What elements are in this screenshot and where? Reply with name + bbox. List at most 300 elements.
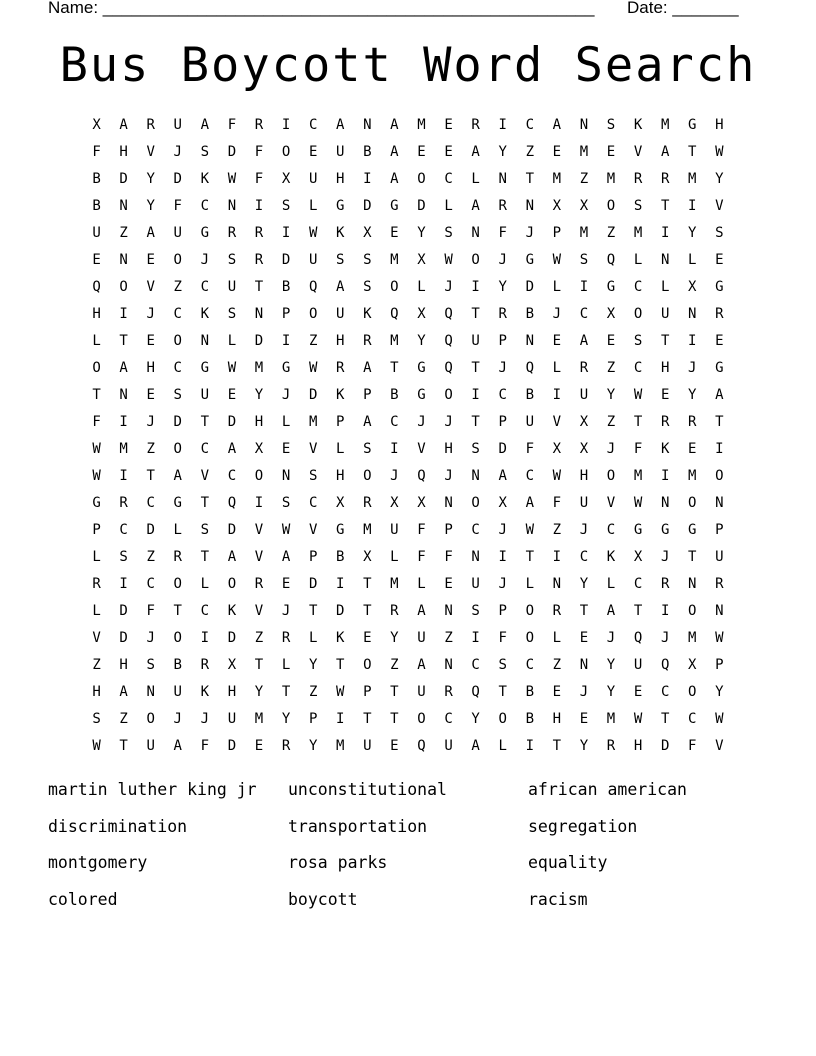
grid-letter: A: [471, 738, 480, 754]
grid-letter: B: [281, 279, 291, 295]
grid-letter: V: [308, 522, 318, 538]
grid-letter: X: [579, 414, 589, 430]
grid-letter: S: [92, 711, 101, 727]
grid-letter: C: [633, 360, 643, 376]
grid-letter: L: [552, 360, 562, 376]
grid-letter: I: [363, 171, 372, 187]
grid-letter: F: [254, 144, 264, 160]
grid-letter: C: [200, 441, 210, 457]
grid-letter: I: [579, 279, 589, 295]
grid-letter: R: [390, 603, 399, 619]
grid-row: [83, 517, 733, 544]
grid-letter: L: [525, 576, 534, 592]
grid-letter: N: [579, 117, 589, 133]
grid-letter: E: [660, 387, 670, 403]
grid-letter: T: [715, 414, 724, 430]
grid-letter: R: [498, 198, 507, 214]
grid-letter: T: [660, 198, 670, 214]
grid-letter: N: [579, 657, 589, 673]
grid-letter: I: [688, 333, 697, 349]
grid-letter: G: [715, 279, 724, 295]
grid-letter: D: [336, 603, 345, 619]
grid-letter: N: [119, 252, 128, 268]
grid-letter: R: [688, 414, 697, 430]
grid-letter: E: [254, 738, 264, 754]
grid-row: [83, 220, 733, 247]
grid-letter: T: [552, 738, 562, 754]
grid-letter: O: [173, 576, 182, 592]
grid-letter: L: [92, 603, 101, 619]
grid-letter: V: [308, 441, 318, 457]
grid-letter: K: [336, 630, 345, 646]
grid-letter: Y: [254, 387, 264, 403]
grid-letter: W: [525, 522, 534, 538]
grid-letter: X: [688, 279, 697, 295]
grid-letter: Y: [606, 387, 616, 403]
grid-letter: O: [417, 171, 426, 187]
grid-letter: C: [200, 279, 210, 295]
grid-letter: B: [336, 549, 345, 565]
grid-letter: R: [660, 171, 670, 187]
grid-letter: B: [525, 387, 534, 403]
grid-letter: Y: [579, 576, 589, 592]
grid-letter: W: [92, 468, 101, 484]
grid-letter: Z: [552, 657, 562, 673]
grid-letter: E: [390, 225, 399, 241]
grid-letter: F: [525, 441, 534, 457]
grid-letter: R: [633, 171, 643, 187]
grid-letter: M: [308, 414, 318, 430]
grid-letter: L: [417, 576, 426, 592]
grid-letter: Q: [471, 684, 480, 700]
grid-letter: B: [92, 171, 101, 187]
grid-letter: R: [173, 549, 182, 565]
grid-letter: M: [254, 360, 264, 376]
grid-letter: D: [498, 441, 507, 457]
grid-letter: Y: [308, 738, 318, 754]
grid-letter: W: [633, 711, 643, 727]
grid-letter: M: [363, 522, 372, 538]
grid-letter: Y: [417, 333, 426, 349]
grid-letter: M: [390, 252, 399, 268]
grid-letter: T: [688, 144, 697, 160]
grid-letter: Z: [525, 144, 534, 160]
grid-letter: J: [444, 414, 453, 430]
grid-letter: Y: [688, 387, 697, 403]
grid-letter: C: [471, 522, 480, 538]
grid-letter: I: [715, 441, 724, 457]
grid-letter: C: [579, 549, 589, 565]
grid-letter: Y: [146, 198, 155, 214]
grid-letter: D: [363, 198, 372, 214]
grid-letter: P: [715, 522, 724, 538]
grid-letter: K: [336, 225, 345, 241]
grid-letter: T: [146, 468, 155, 484]
grid-letter: L: [281, 657, 291, 673]
grid-letter: M: [688, 468, 697, 484]
grid-letter: Y: [715, 684, 724, 700]
date-field-label: Date: _______: [627, 0, 739, 17]
grid-letter: D: [119, 630, 128, 646]
grid-letter: Q: [308, 279, 318, 295]
grid-letter: Z: [146, 441, 155, 457]
grid-letter: M: [119, 441, 128, 457]
grid-letter: G: [200, 225, 210, 241]
grid-letter: N: [688, 306, 697, 322]
grid-letter: F: [498, 630, 507, 646]
grid-letter: S: [281, 495, 291, 511]
word-list-item: segregation: [528, 816, 638, 836]
grid-letter: Y: [281, 711, 291, 727]
grid-letter: I: [660, 603, 670, 619]
grid-letter: O: [498, 711, 507, 727]
grid-letter: T: [660, 711, 670, 727]
grid-letter: T: [633, 603, 643, 619]
grid-letter: M: [336, 738, 345, 754]
grid-letter: X: [363, 225, 372, 241]
grid-letter: Q: [417, 468, 426, 484]
grid-letter: J: [606, 630, 616, 646]
grid-letter: D: [227, 738, 237, 754]
grid-letter: E: [146, 333, 155, 349]
grid-letter: L: [92, 549, 101, 565]
grid-letter: J: [173, 711, 182, 727]
grid-letter: C: [525, 468, 534, 484]
grid-letter: N: [281, 468, 291, 484]
grid-letter: Y: [579, 738, 589, 754]
grid-letter: Y: [390, 630, 399, 646]
grid-letter: A: [173, 738, 182, 754]
grid-letter: X: [498, 495, 507, 511]
grid-letter: G: [417, 387, 426, 403]
grid-letter: B: [525, 711, 534, 727]
grid-letter: V: [254, 549, 264, 565]
grid-letter: S: [227, 306, 237, 322]
grid-letter: E: [688, 441, 697, 457]
grid-letter: U: [471, 333, 480, 349]
grid-row: [83, 625, 733, 652]
grid-letter: S: [146, 657, 155, 673]
grid-letter: J: [417, 414, 426, 430]
grid-letter: K: [363, 306, 372, 322]
grid-letter: S: [281, 198, 291, 214]
grid-letter: R: [200, 657, 210, 673]
grid-letter: S: [200, 144, 210, 160]
grid-letter: E: [606, 144, 616, 160]
grid-letter: L: [688, 252, 697, 268]
grid-letter: O: [606, 468, 616, 484]
grid-row: [83, 355, 733, 382]
grid-letter: A: [363, 360, 372, 376]
grid-letter: C: [579, 306, 589, 322]
word-list-item: montgomery: [48, 853, 148, 873]
grid-letter: A: [390, 144, 399, 160]
grid-letter: B: [390, 387, 399, 403]
grid-letter: Z: [308, 684, 318, 700]
grid-letter: F: [417, 522, 426, 538]
grid-letter: X: [281, 171, 291, 187]
grid-letter: T: [363, 576, 372, 592]
grid-row: [83, 328, 733, 355]
grid-letter: E: [552, 144, 562, 160]
grid-letter: P: [498, 414, 507, 430]
grid-letter: N: [715, 603, 724, 619]
grid-letter: U: [660, 306, 670, 322]
grid-letter: D: [119, 171, 128, 187]
grid-letter: W: [92, 441, 101, 457]
name-field-label: Name: ____________________________________________________: [48, 0, 595, 17]
grid-letter: U: [579, 495, 589, 511]
grid-letter: F: [146, 603, 155, 619]
grid-row: [83, 598, 733, 625]
grid-letter: O: [444, 387, 453, 403]
grid-letter: N: [471, 225, 480, 241]
grid-letter: U: [227, 279, 237, 295]
grid-letter: I: [336, 576, 345, 592]
grid-letter: S: [471, 441, 480, 457]
grid-letter: U: [92, 225, 101, 241]
grid-letter: M: [633, 225, 643, 241]
word-list-item: boycott: [288, 889, 358, 909]
grid-letter: P: [498, 333, 507, 349]
grid-letter: R: [498, 306, 507, 322]
grid-letter: Q: [444, 306, 453, 322]
grid-letter: J: [498, 360, 507, 376]
grid-letter: P: [552, 225, 562, 241]
grid-letter: O: [633, 306, 643, 322]
grid-letter: R: [579, 360, 589, 376]
grid-letter: I: [471, 630, 480, 646]
grid-letter: G: [606, 279, 616, 295]
grid-letter: J: [173, 144, 182, 160]
grid-letter: S: [579, 252, 589, 268]
grid-letter: C: [200, 603, 210, 619]
grid-letter: R: [254, 225, 264, 241]
grid-letter: I: [281, 117, 291, 133]
grid-letter: A: [525, 495, 534, 511]
grid-letter: X: [254, 441, 264, 457]
grid-letter: W: [308, 225, 318, 241]
grid-letter: V: [200, 468, 210, 484]
grid-letter: T: [173, 603, 182, 619]
grid-letter: U: [227, 711, 237, 727]
grid-letter: G: [688, 117, 697, 133]
grid-letter: L: [471, 171, 480, 187]
grid-letter: C: [444, 711, 453, 727]
grid-letter: S: [498, 657, 507, 673]
grid-letter: C: [119, 522, 128, 538]
grid-row: [83, 571, 733, 598]
grid-letter: T: [281, 684, 291, 700]
grid-letter: O: [715, 468, 724, 484]
grid-letter: I: [119, 414, 128, 430]
grid-letter: O: [173, 630, 182, 646]
grid-letter: Z: [308, 333, 318, 349]
grid-letter: H: [444, 441, 453, 457]
grid-letter: W: [715, 630, 724, 646]
grid-letter: I: [254, 198, 264, 214]
grid-letter: R: [363, 495, 372, 511]
grid-letter: T: [390, 711, 399, 727]
grid-letter: C: [633, 279, 643, 295]
grid-letter: M: [688, 630, 697, 646]
grid-letter: L: [552, 279, 562, 295]
grid-letter: U: [336, 144, 345, 160]
grid-row: [83, 733, 733, 760]
grid-letter: X: [92, 117, 101, 133]
grid-letter: A: [417, 603, 426, 619]
grid-letter: O: [363, 657, 372, 673]
grid-letter: H: [227, 684, 237, 700]
grid-row: [83, 139, 733, 166]
grid-letter: K: [336, 387, 345, 403]
grid-letter: T: [498, 684, 507, 700]
grid-letter: Q: [92, 279, 101, 295]
grid-letter: U: [173, 684, 182, 700]
grid-letter: C: [146, 495, 155, 511]
grid-letter: L: [200, 576, 210, 592]
grid-letter: R: [552, 603, 562, 619]
grid-letter: O: [688, 495, 697, 511]
grid-letter: H: [633, 738, 643, 754]
grid-letter: I: [660, 468, 670, 484]
grid-letter: S: [308, 468, 318, 484]
grid-letter: V: [715, 198, 724, 214]
grid-letter: I: [498, 117, 507, 133]
grid-letter: R: [715, 576, 724, 592]
grid-letter: B: [173, 657, 182, 673]
grid-letter: Y: [498, 144, 507, 160]
grid-letter: E: [281, 441, 291, 457]
grid-letter: I: [336, 711, 345, 727]
grid-letter: A: [660, 144, 670, 160]
grid-letter: Z: [390, 657, 399, 673]
grid-letter: I: [390, 441, 399, 457]
grid-letter: N: [200, 333, 210, 349]
word-list-item: transportation: [288, 816, 428, 836]
grid-letter: H: [715, 117, 724, 133]
grid-letter: C: [660, 684, 670, 700]
grid-letter: H: [119, 657, 128, 673]
grid-letter: B: [525, 684, 534, 700]
grid-letter: U: [444, 738, 453, 754]
grid-letter: N: [471, 549, 480, 565]
grid-letter: O: [308, 306, 318, 322]
grid-letter: Q: [444, 360, 453, 376]
grid-row: [83, 463, 733, 490]
grid-letter: S: [363, 441, 372, 457]
grid-letter: A: [390, 117, 399, 133]
grid-letter: X: [633, 549, 643, 565]
grid-letter: Q: [417, 738, 426, 754]
grid-letter: L: [417, 279, 426, 295]
grid-letter: J: [200, 711, 210, 727]
grid-letter: T: [200, 495, 210, 511]
grid-letter: A: [173, 468, 182, 484]
grid-letter: U: [633, 657, 643, 673]
grid-letter: R: [444, 684, 453, 700]
grid-letter: X: [417, 306, 426, 322]
grid-letter: V: [146, 144, 155, 160]
grid-letter: J: [444, 279, 453, 295]
grid-letter: H: [119, 144, 128, 160]
grid-letter: F: [417, 549, 426, 565]
grid-letter: V: [417, 441, 426, 457]
grid-letter: C: [633, 576, 643, 592]
grid-letter: V: [606, 495, 616, 511]
grid-letter: E: [146, 387, 155, 403]
grid-letter: L: [390, 549, 399, 565]
grid-letter: E: [579, 711, 589, 727]
grid-letter: E: [363, 630, 372, 646]
grid-letter: G: [200, 360, 210, 376]
grid-letter: I: [552, 387, 562, 403]
grid-letter: N: [525, 333, 534, 349]
grid-letter: Y: [688, 225, 697, 241]
grid-letter: L: [308, 630, 318, 646]
grid-letter: G: [525, 252, 534, 268]
grid-letter: K: [633, 117, 643, 133]
grid-letter: R: [281, 630, 291, 646]
grid-letter: A: [336, 117, 345, 133]
grid-letter: I: [471, 279, 480, 295]
grid-letter: T: [200, 549, 210, 565]
grid-letter: D: [173, 171, 182, 187]
grid-letter: W: [552, 252, 562, 268]
grid-row: [83, 274, 733, 301]
grid-letter: H: [254, 414, 264, 430]
page-title: Bus Boycott Word Search: [59, 38, 757, 93]
grid-letter: X: [579, 198, 589, 214]
grid-letter: O: [688, 603, 697, 619]
grid-letter: M: [390, 333, 399, 349]
grid-letter: Q: [227, 495, 237, 511]
grid-letter: G: [633, 522, 643, 538]
grid-letter: A: [119, 117, 128, 133]
grid-letter: N: [471, 468, 480, 484]
grid-letter: R: [254, 252, 264, 268]
grid-letter: K: [606, 549, 616, 565]
grid-letter: O: [390, 279, 399, 295]
grid-letter: E: [444, 117, 453, 133]
grid-letter: C: [308, 495, 318, 511]
grid-letter: N: [525, 198, 534, 214]
grid-letter: D: [173, 414, 182, 430]
grid-letter: Q: [633, 630, 643, 646]
grid-letter: N: [444, 657, 453, 673]
grid-letter: S: [119, 549, 128, 565]
grid-letter: C: [525, 117, 534, 133]
grid-letter: D: [308, 387, 318, 403]
grid-letter: C: [606, 522, 616, 538]
grid-letter: X: [552, 198, 562, 214]
grid-letter: R: [363, 333, 372, 349]
grid-letter: A: [227, 549, 237, 565]
grid-letter: T: [200, 414, 210, 430]
grid-letter: S: [363, 252, 372, 268]
grid-letter: Y: [606, 657, 616, 673]
grid-letter: L: [227, 333, 237, 349]
grid-letter: P: [308, 549, 318, 565]
grid-row: [83, 166, 733, 193]
grid-letter: Z: [444, 630, 453, 646]
grid-letter: G: [688, 522, 697, 538]
grid-letter: U: [715, 549, 724, 565]
grid-letter: N: [444, 603, 453, 619]
grid-letter: O: [119, 279, 128, 295]
grid-letter: W: [715, 711, 724, 727]
grid-letter: T: [471, 360, 480, 376]
